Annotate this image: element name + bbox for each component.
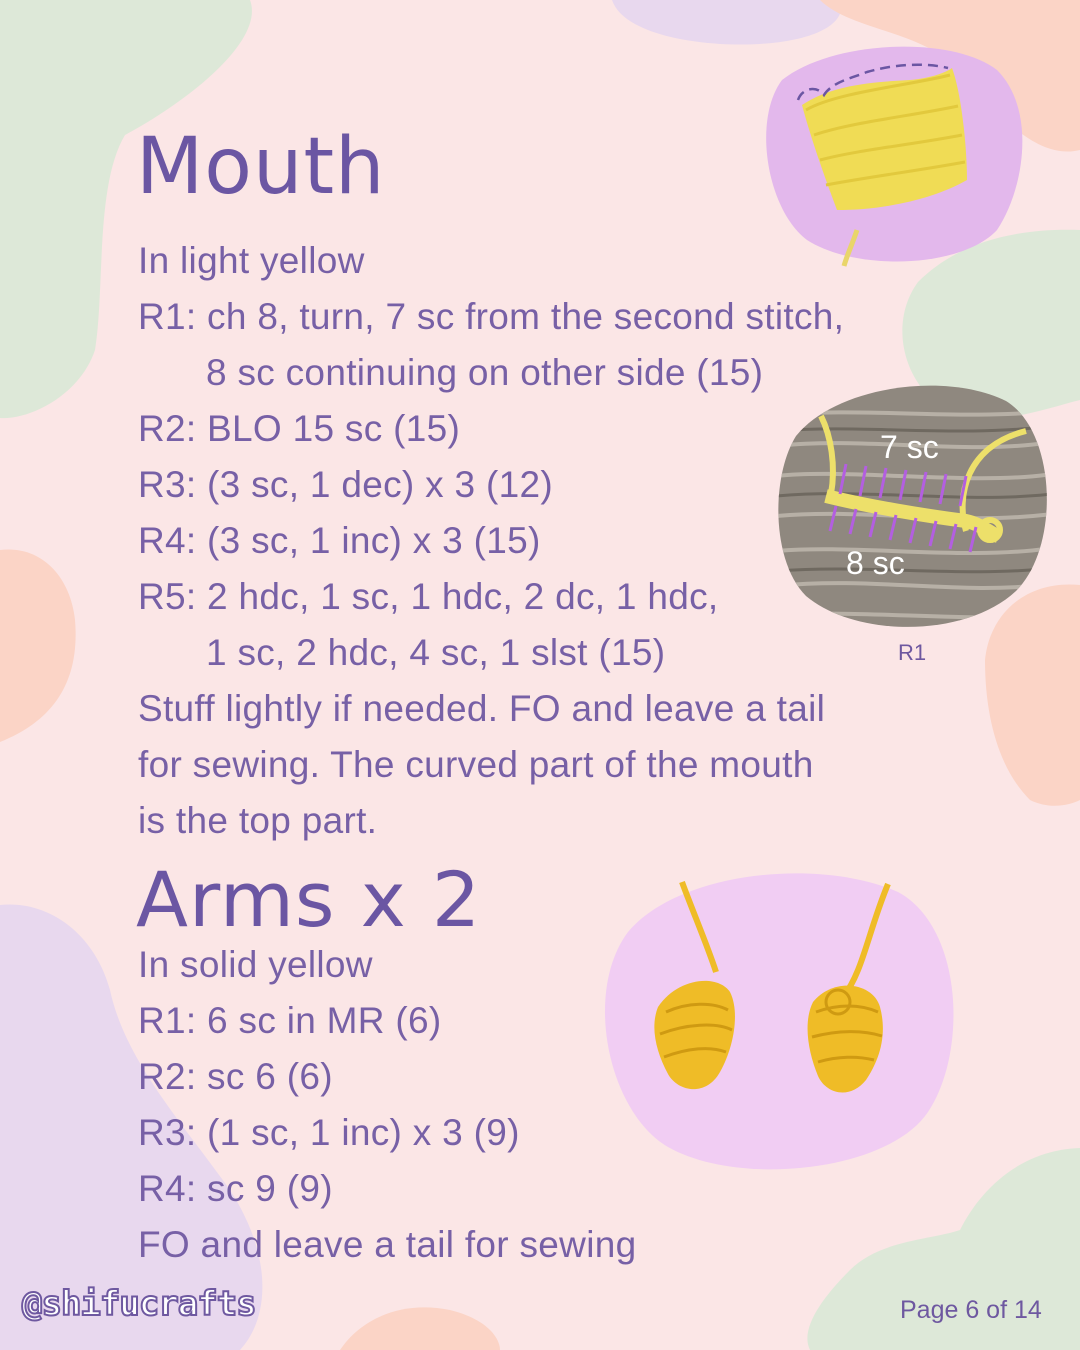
r1-photo <box>776 376 1052 632</box>
page-number: Page 6 of 14 <box>900 1296 1042 1324</box>
arms-photo <box>598 862 958 1180</box>
r1-photo-bottom-label: 8 sc <box>846 545 905 581</box>
mouth-line-r2: R2: BLO 15 sc (15) <box>138 408 461 449</box>
author-handle: @shifucrafts <box>22 1284 256 1324</box>
r1-photo-top-label: 7 sc <box>880 429 939 465</box>
mouth-line-r1-cont: 8 sc continuing on other side (15) <box>206 352 764 393</box>
mouth-line-finish-3: is the top part. <box>138 800 378 841</box>
mouth-title: Mouth <box>136 122 386 212</box>
arms-line-r2: R2: sc 6 (6) <box>138 1056 333 1097</box>
arms-line-finish: FO and leave a tail for sewing <box>138 1224 637 1265</box>
mouth-photo <box>762 40 1026 268</box>
mouth-line-color: In light yellow <box>138 240 365 281</box>
mouth-line-r4: R4: (3 sc, 1 inc) x 3 (15) <box>138 520 541 561</box>
mouth-line-finish-2: for sewing. The curved part of the mouth <box>138 744 814 785</box>
mouth-line-r5-cont: 1 sc, 2 hdc, 4 sc, 1 slst (15) <box>206 632 666 673</box>
arms-line-color: In solid yellow <box>138 944 373 985</box>
arms-title: Arms x 2 <box>136 855 482 944</box>
mouth-line-r5: R5: 2 hdc, 1 sc, 1 hdc, 2 dc, 1 hdc, <box>138 576 719 617</box>
r1-photo-caption: R1 <box>898 640 927 665</box>
mouth-line-r3: R3: (3 sc, 1 dec) x 3 (12) <box>138 464 553 505</box>
mouth-line-finish-1: Stuff lightly if needed. FO and leave a tail <box>138 688 826 729</box>
arms-line-r1: R1: 6 sc in MR (6) <box>138 1000 442 1041</box>
arms-line-r3: R3: (1 sc, 1 inc) x 3 (9) <box>138 1112 520 1153</box>
arms-instructions <box>138 937 636 1273</box>
arms-line-r4: R4: sc 9 (9) <box>138 1168 333 1209</box>
mouth-instructions <box>138 233 844 849</box>
mouth-line-r1: R1: ch 8, turn, 7 sc from the second stitch, <box>138 296 845 337</box>
